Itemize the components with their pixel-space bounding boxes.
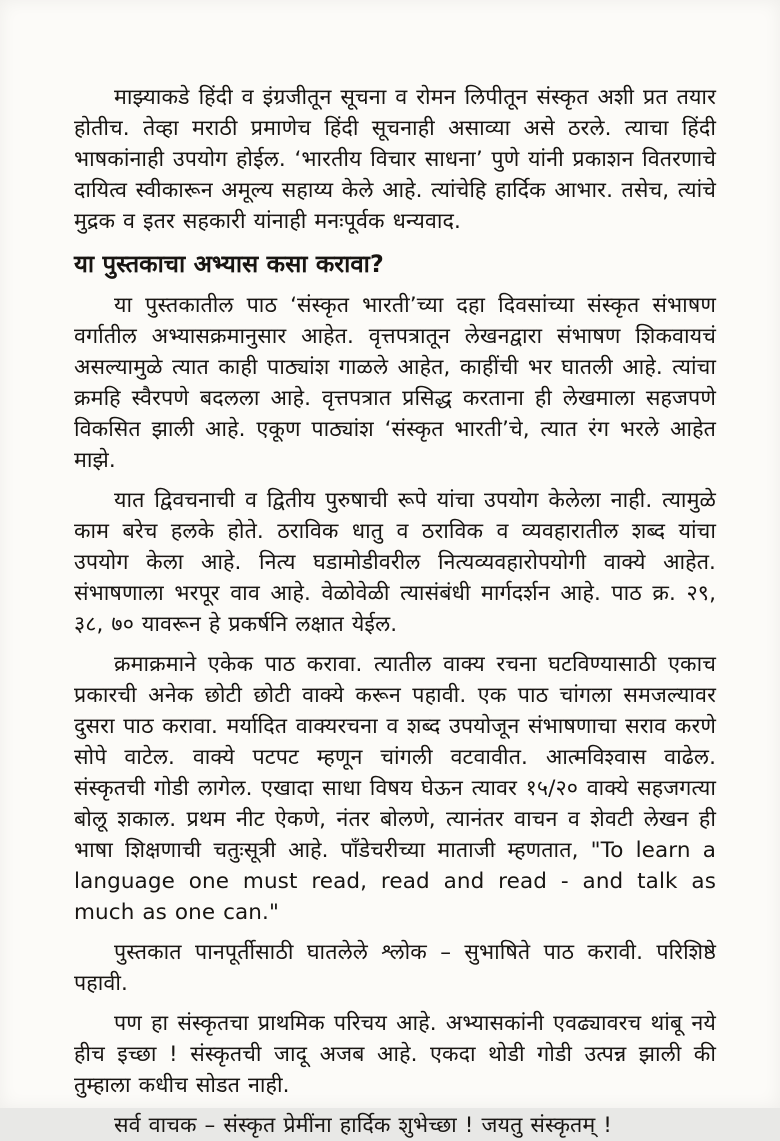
paragraph-closing-wishes: सर्व वाचक – संस्कृत प्रेमींना हार्दिक शुभेच्छा ! जयतु संस्कृतम् ! [114, 1113, 613, 1138]
paragraph-study-method: क्रमाक्रमाने एकेक पाठ करावा. त्यातील वाक्य रचना घटविण्यासाठी एकाच प्रकारची अनेक छोटी छोटी वाक्ये करून पहावी. एक पाठ चांगला समजल्यावर दुसरा पाठ करावा. मर्यादित वाक्यरचना व शब्द उपयोजून संभाषणाचा सराव करणे सोपे वाटेल. वाक्ये पटपट म्हणून चांगली वटवावीत. आत्मविश्वास वाढेल. संस्कृतची गोडी लागेल. एखादा साधा विषय घेऊन त्यावर १५/२० वाक्ये सहजगत्या बोलू शकाल. प्रथम नीट ऐकणे, नंतर बोलणे, त्यानंतर वाचन व शेवटी लेखन ही भाषा शिक्षणाची चतुःसूत्री आहे. पाँडेचरीच्या माताजी म्हणतात, "To learn a language one must read, read and read - and talk as much as one can." [74, 652, 716, 925]
section-heading: या पुस्तकाचा अभ्यास कसा करावा? [74, 250, 384, 278]
paragraph-acknowledgements: माझ्याकडे हिंदी व इंग्रजीतून सूचना व रोमन लिपीतून संस्कृत अशी प्रत तयार होतीच. तेव्हा मराठी प्रमाणेच हिंदी सूचनाही असाव्या असे ठरले. त्याचा हिंदी भाषकांनाही उपयोग होईल. ‘भारतीय विचार साधना’ पुणे यांनी प्रकाशन वितरणाचे दायित्व स्वीकारून अमूल्य सहाय्य केले आहे. त्यांचेहि हार्दिक आभार. तसेच, त्यांचे मुद्रक व इतर सहकारी यांनाही मनःपूर्वक धन्यवाद. [74, 85, 716, 234]
paragraph-course-origin: या पुस्तकातील पाठ ‘संस्कृत भारती’च्या दहा दिवसांच्या संस्कृत संभाषण वर्गातील अभ्यासक्रमानुसार आहेत. वृत्तपत्रातून लेखनद्वारा संभाषण शिकवायचं असल्यामुळे त्यात काही पाठ्यांश गाळले आहेत, काहींची भर घातली आहे. त्यांचा क्रमहि स्वैरपणे बदलला आहे. वृत्तपत्रात प्रसिद्ध करताना ही लेखमाला सहजपणे विकसित झाली आहे. एकूण पाठ्यांश ‘संस्कृत भारती’चे, त्यात रंग भरले आहेत माझे. [74, 293, 717, 473]
paragraph-grammar-scope: यात द्विवचनाची व द्वितीय पुरुषाची रूपे यांचा उपयोग केलेला नाही. त्यामुळे काम बरेच हलके होते. ठराविक धातु व ठराविक व व्यवहारातील शब्द यांचा उपयोग केला आहे. नित्य घडामोडीवरील नित्यव्यवहारोपयोगी वाक्ये आहेत. संभाषणाला भरपूर वाव आहे. वेळोवेळी त्यासंबंधी मार्गदर्शन आहे. पाठ क्र. २९, ३८, ७० यावरून हे प्रकर्षनि लक्षात येईल. [74, 488, 716, 637]
paragraph-shlokas-note: पुस्तकात पानपूर्तीसाठी घातलेले श्लोक – सुभाषिते पाठ करावी. परिशिष्ठे पहावी. [74, 940, 716, 996]
paragraph-encouragement: पण हा संस्कृतचा प्राथमिक परिचय आहे. अभ्यासकांनी एवढ्यावरच थांबू नये हीच इच्छा ! संस्कृतची जादू अजब आहे. एकदा थोडी गोडी उत्पन्न झाली की तुम्हाला कधीच सोडत नाही. [74, 1011, 716, 1098]
